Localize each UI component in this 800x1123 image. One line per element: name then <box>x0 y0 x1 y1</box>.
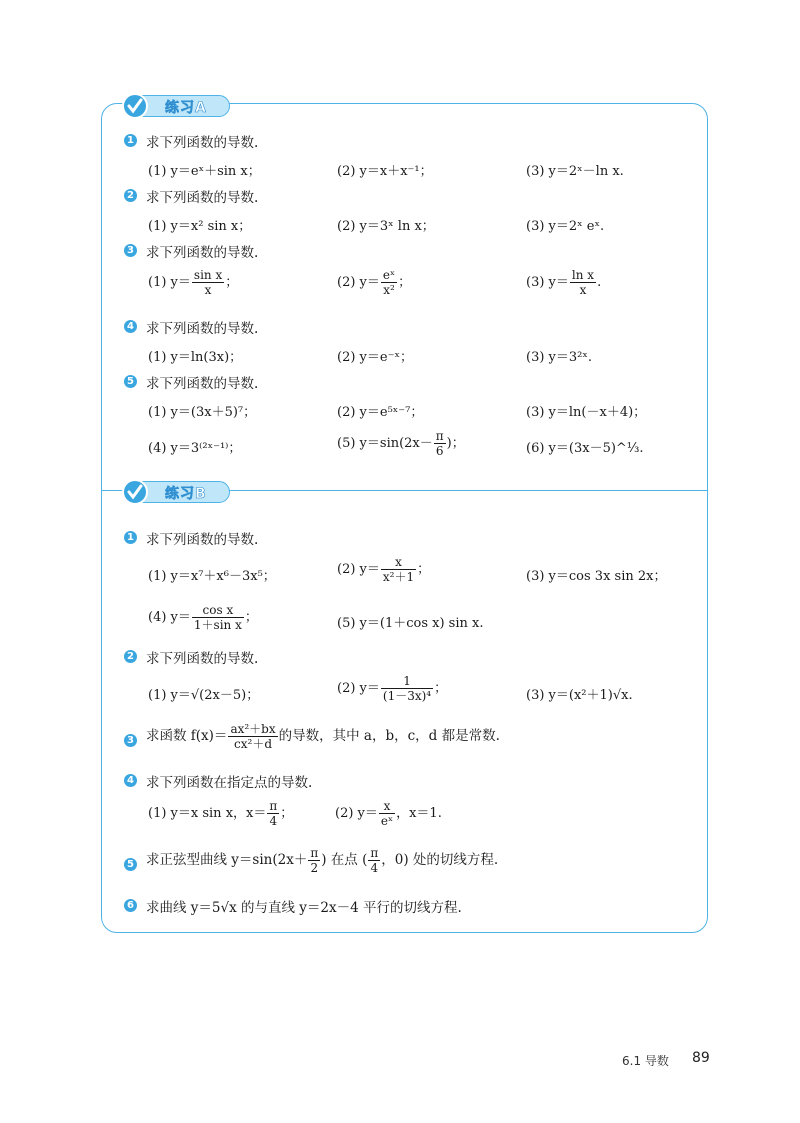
sub-item: (5) y＝sin(2x－ $\frac{\pi}{6}$ )； <box>337 429 465 458</box>
sub-item: (2) y＝ $\frac{x}{\text{eˣ}}$ ，x＝1. <box>335 799 442 828</box>
sub-item: (2) y＝e⁻ˣ； <box>337 350 413 365</box>
question-text: 求下列函数的导数. <box>146 376 259 392</box>
question-number: 1 <box>124 531 137 544</box>
question-text: 求下列函数的导数. <box>146 651 259 667</box>
question-text: 求曲线 y＝5√x 的与直线 y＝2x－4 平行的切线方程. <box>146 900 462 916</box>
fraction: $\frac{1}{\text{(1－3x)⁴}}$ <box>382 674 432 703</box>
sub-item: (3) y＝3²ˣ. <box>526 350 593 365</box>
sub-item: (1) y＝√(2x－5)； <box>148 688 260 703</box>
question-number: 4 <box>124 320 137 333</box>
sub-item: (4) y＝ $\frac{\text{cos x}}{\text{1＋sin x}}$ ； <box>148 603 258 632</box>
fraction: $\frac{\text{ax²＋bx}}{\text{cx²＋d}}$ <box>230 722 276 751</box>
page-number: 89 <box>692 1050 710 1066</box>
fraction: $\frac{\text{cos x}}{\text{1＋sin x}}$ <box>193 603 242 632</box>
sub-item: (1) y＝x² sin x； <box>148 219 252 234</box>
sub-item: (1) y＝x sin x，x＝ $\frac{\pi}{4}$ ； <box>148 799 294 828</box>
section-b-title: 练习B <box>165 486 207 502</box>
fraction: $\frac{\pi}{4}$ <box>269 799 278 828</box>
sub-item: (3) y＝cos 3x sin 2x； <box>526 569 667 584</box>
sub-item: (5) y＝(1＋cos x) sin x. <box>337 616 484 631</box>
question-number: 3 <box>124 244 137 257</box>
question-number: 2 <box>124 189 137 202</box>
question-number: 1 <box>124 134 137 147</box>
sub-item: (2) y＝e⁵ˣ⁻⁷； <box>337 405 424 420</box>
sub-item: (2) y＝ $\frac{x}{\text{x²＋1}}$ ； <box>337 555 431 584</box>
fraction: $\frac{\pi}{2}$ <box>310 846 319 875</box>
question-number: 5 <box>124 375 137 388</box>
sub-item: (2) y＝ $\frac{\text{eˣ}}{\text{x²}}$ ； <box>337 268 412 297</box>
sub-item: (2) y＝3ˣ ln x； <box>337 219 435 234</box>
question-number: 5 <box>124 858 137 871</box>
fraction: $\frac{\text{ln x}}{x}$ <box>571 268 595 297</box>
question-text: 求下列函数的导数. <box>146 190 259 206</box>
sub-item: (2) y＝ $\frac{1}{\text{(1－3x)⁴}}$ ； <box>337 674 448 703</box>
fraction: $\frac{x}{\text{x²＋1}}$ <box>382 555 415 584</box>
pencil-badge-icon <box>121 478 149 506</box>
fraction: $\frac{x}{\text{eˣ}}$ <box>380 799 394 828</box>
sub-item: (3) y＝2ˣ eˣ. <box>526 219 605 234</box>
question-text: 求正弦型曲线 y＝sin(2x＋ $\frac{\pi}{2}$ ) 在点 ( $\frac{\pi}{4}$ ，0) 处的切线方程. <box>146 846 499 875</box>
question-text: 求下列函数的导数. <box>146 245 259 261</box>
question-number: 6 <box>124 899 137 912</box>
question-text: 求下列函数在指定点的导数. <box>146 775 313 791</box>
sub-item: (1) y＝(3x＋5)⁷； <box>148 405 257 420</box>
question-number: 3 <box>124 734 137 747</box>
sub-item: (1) y＝ln(3x)； <box>148 350 243 365</box>
sub-item: (3) y＝ $\frac{\text{ln x}}{x}$ . <box>526 268 602 297</box>
sub-item: (1) y＝eˣ＋sin x； <box>148 164 261 179</box>
sub-item: (6) y＝(3x－5)^⅓. <box>526 441 644 456</box>
fraction: $\frac{\text{sin x}}{x}$ <box>193 268 223 297</box>
footer-section-title: 6.1 导数 <box>622 1054 669 1068</box>
pencil-badge-icon <box>121 92 149 120</box>
question-text: 求函数 f(x)＝ $\frac{\text{ax²＋bx}}{\text{cx²＋d}}$ 的导数，其中 a，b，c，d 都是常数. <box>146 722 500 751</box>
section-a-title: 练习A <box>165 100 207 116</box>
question-number: 2 <box>124 650 137 663</box>
sub-item: (1) y＝x⁷＋x⁶－3x⁵； <box>148 569 276 584</box>
fraction: $\frac{\pi}{6}$ <box>435 429 444 458</box>
fraction: $\frac{\text{eˣ}}{\text{x²}}$ <box>382 268 396 297</box>
sub-item: (4) y＝3⁽²ˣ⁻¹⁾； <box>148 441 242 456</box>
question-text: 求下列函数的导数. <box>146 135 259 151</box>
sub-item: (1) y＝ $\frac{\text{sin x}}{x}$ ； <box>148 268 239 297</box>
question-number: 4 <box>124 774 137 787</box>
question-text: 求下列函数的导数. <box>146 532 259 548</box>
sub-item: (3) y＝ln(－x＋4)； <box>526 405 647 420</box>
sub-item: (3) y＝2ˣ－ln x. <box>526 164 624 179</box>
fraction: $\frac{\pi}{4}$ <box>370 846 379 875</box>
question-text: 求下列函数的导数. <box>146 321 259 337</box>
sub-item: (3) y＝(x²＋1)√x. <box>526 688 633 703</box>
sub-item: (2) y＝x＋x⁻¹； <box>337 164 433 179</box>
